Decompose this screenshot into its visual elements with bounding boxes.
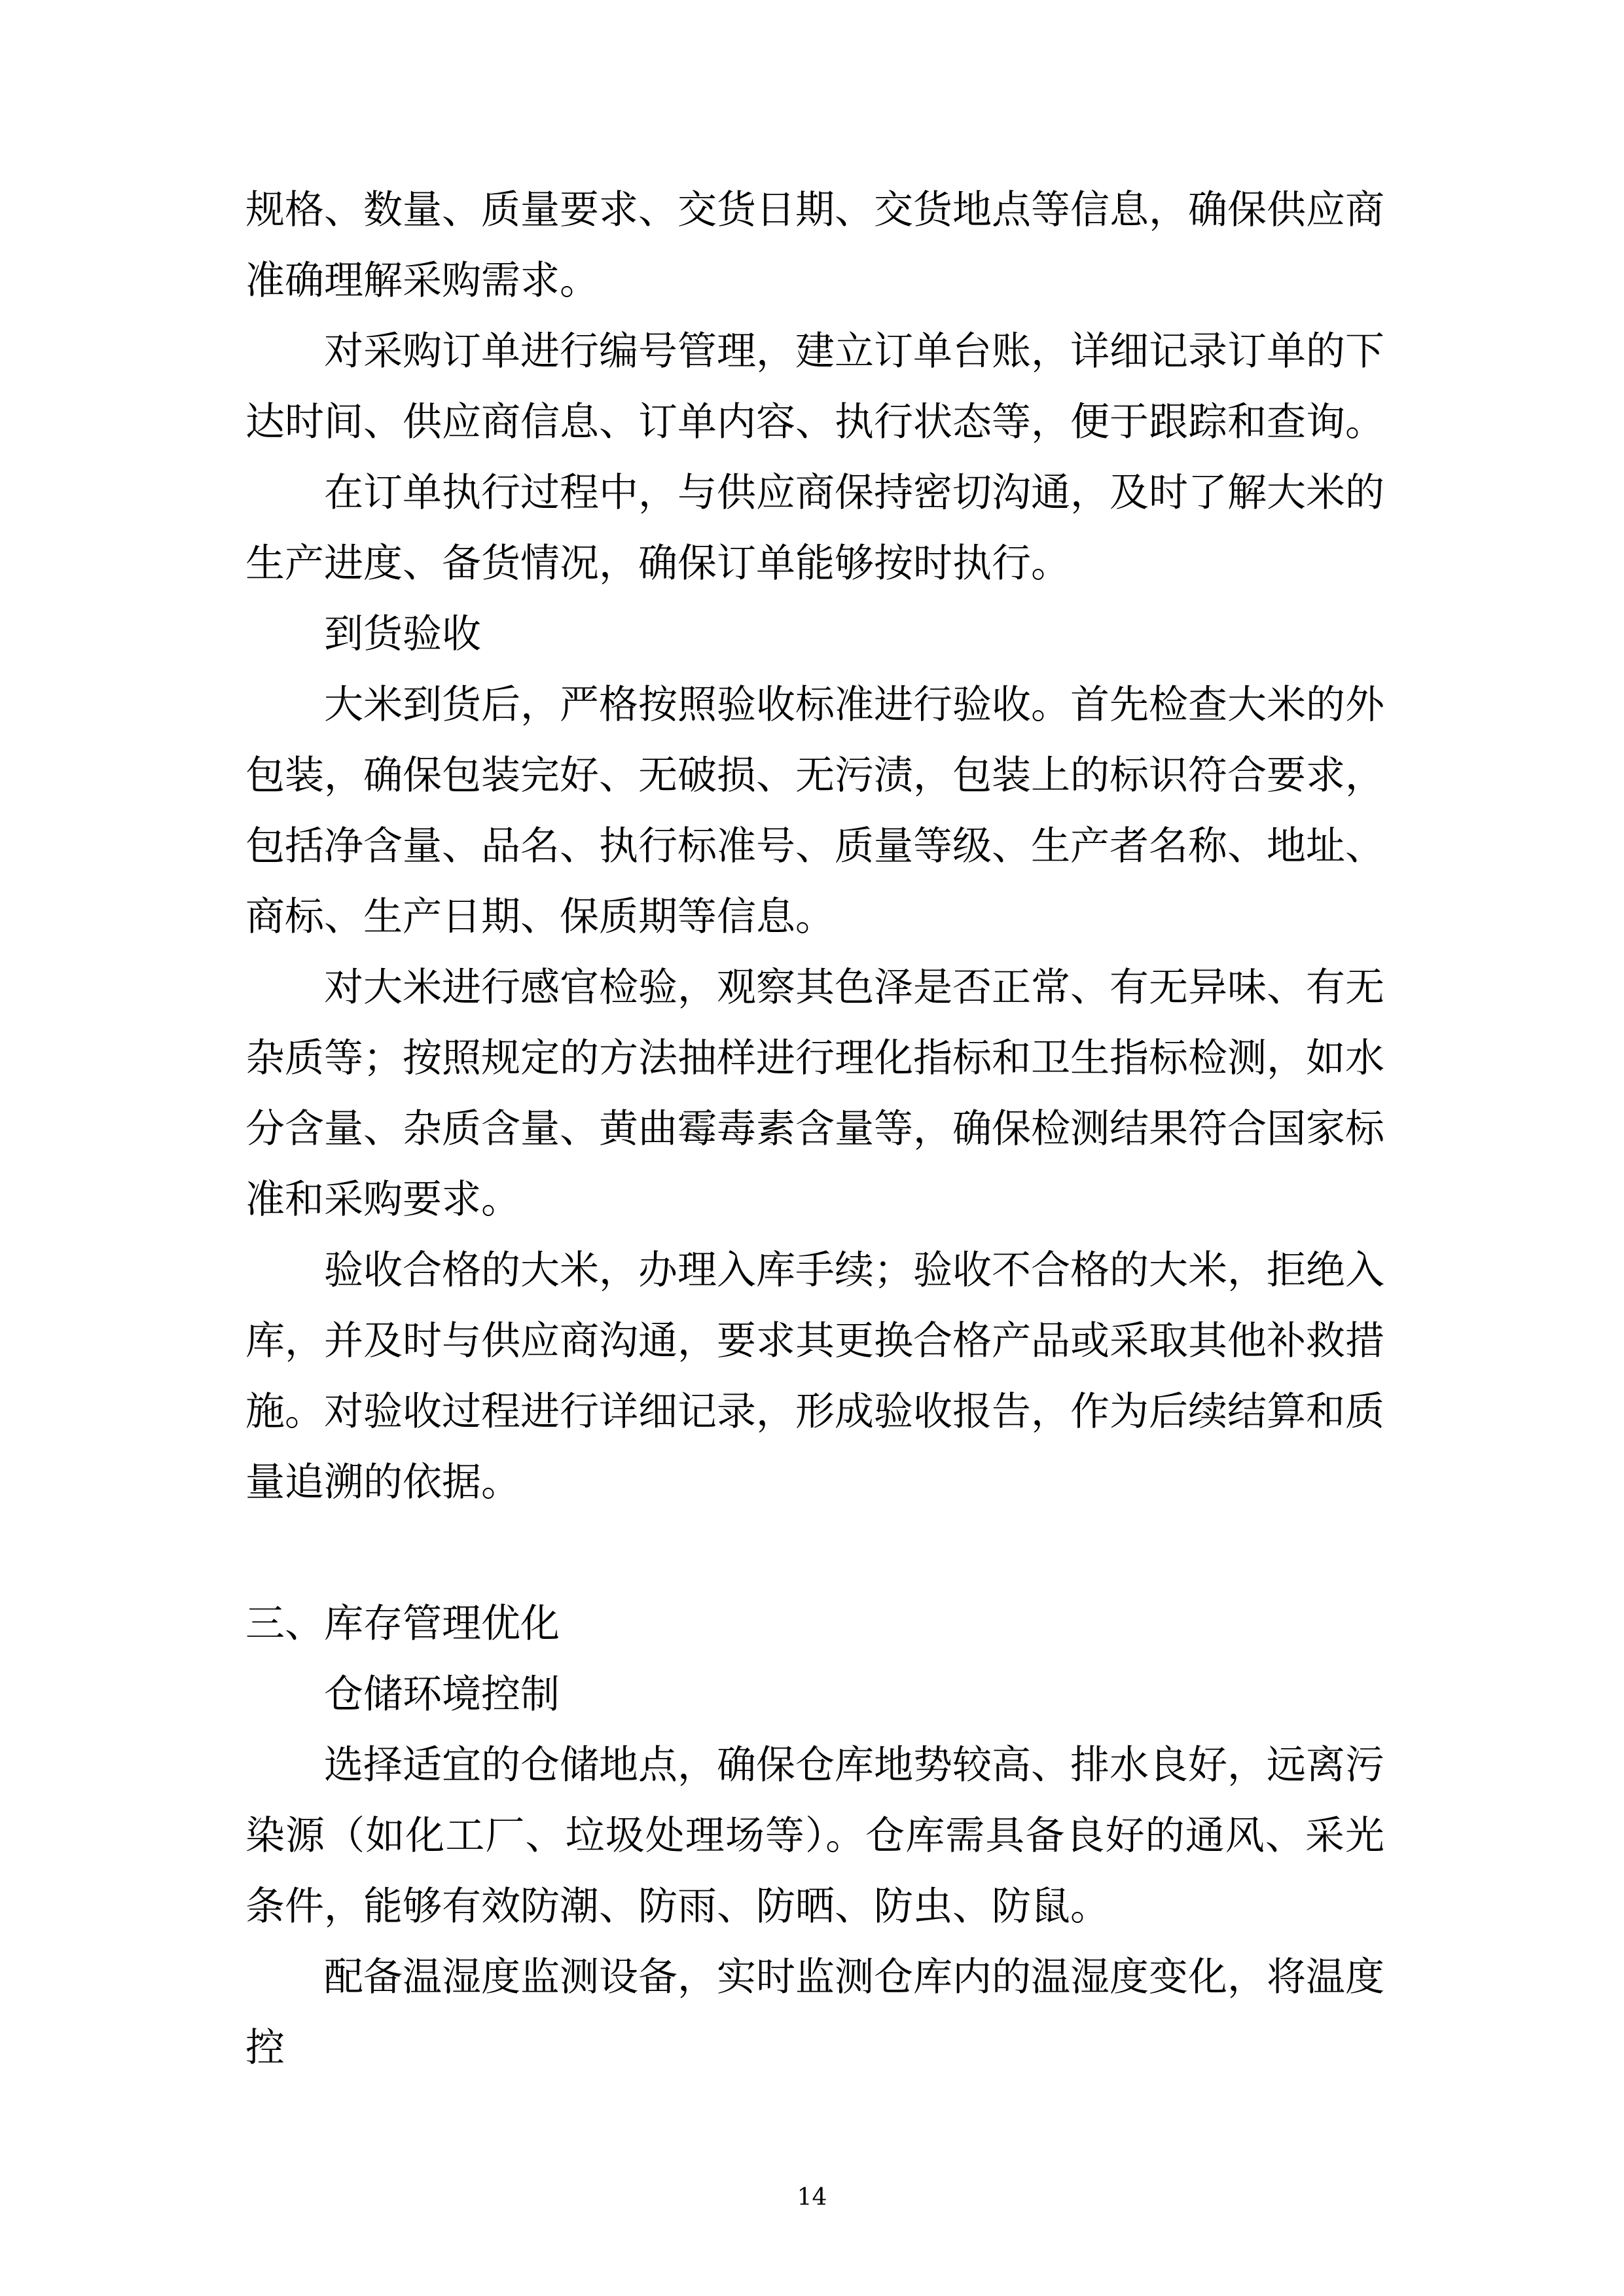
page-number: 14 — [797, 2184, 827, 2211]
paragraph-continuation: 规格、数量、质量要求、交货日期、交货地点等信息，确保供应商准确理解采购需求。 — [245, 187, 1384, 304]
subheading-arrival-inspection: 到货验收 — [324, 611, 481, 657]
subheading-storage-environment: 仓储环境控制 — [324, 1672, 560, 1717]
paragraph-acceptance-result: 验收合格的大米，办理入库手续；验收不合格的大米，拒绝入库，并及时与供应商沟通，要求其更换合格产品或采取其他补救措施。对验收过程进行详细记录，形成验收报告，作为后续结算和质量追溯的依据。 — [245, 1247, 1384, 1505]
section-heading-inventory: 三、库存管理优化 — [245, 1601, 560, 1647]
paragraph-storage-location: 选择适宜的仓储地点，确保仓库地势较高、排水良好，远离污染源（如化工厂、垃圾处理场等）。仓库需具备良好的通风、采光条件，能够有效防潮、防雨、防晒、防虫、防鼠。 — [245, 1742, 1384, 1929]
paragraph-order-execution: 在订单执行过程中，与供应商保持密切沟通，及时了解大米的生产进度、备货情况，确保订单能够按时执行。 — [245, 470, 1384, 586]
document-body — [245, 175, 1384, 2083]
paragraph-temperature-monitoring: 配备温湿度监测设备，实时监测仓库内的温湿度变化，将温度控 — [245, 1954, 1384, 2071]
paragraph-order-numbering: 对采购订单进行编号管理，建立订单台账，详细记录订单的下达时间、供应商信息、订单内容、执行状态等，便于跟踪和查询。 — [245, 329, 1384, 445]
paragraph-packaging-check: 大米到货后，严格按照验收标准进行验收。首先检查大米的外包装，确保包装完好、无破损、无污渍，包装上的标识符合要求，包括净含量、品名、执行标准号、质量等级、生产者名称、地址、商标、生产日期、保质期等信息。 — [245, 682, 1384, 940]
paragraph-sensory-inspection: 对大米进行感官检验，观察其色泽是否正常、有无异味、有无杂质等；按照规定的方法抽样进行理化指标和卫生指标检测，如水分含量、杂质含量、黄曲霉毒素含量等，确保检测结果符合国家标准和采购要求。 — [245, 965, 1384, 1223]
